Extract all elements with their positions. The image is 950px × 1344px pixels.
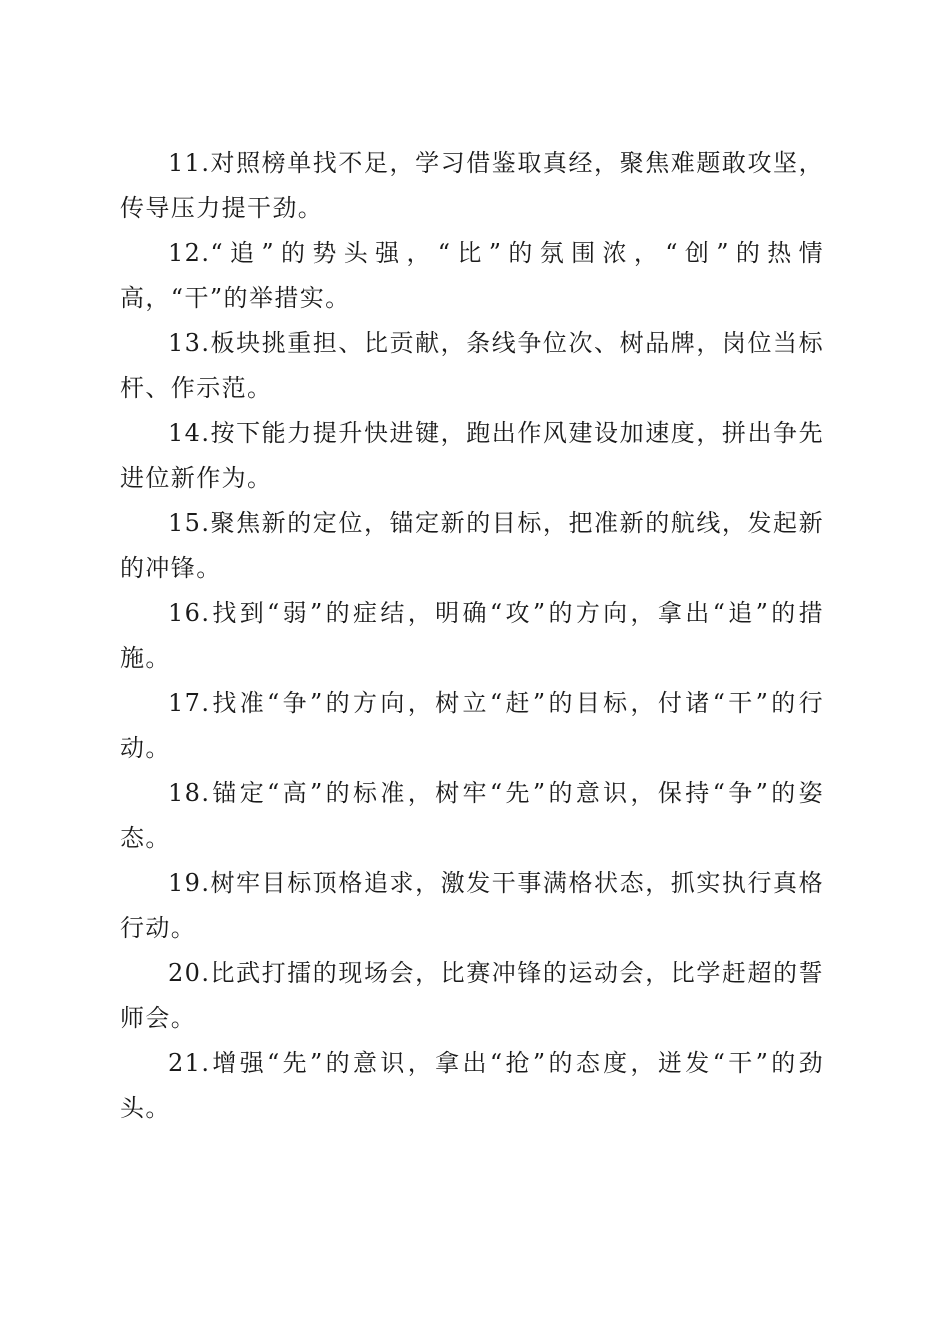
paragraph-14: 14.按下能力提升快进键，跑出作风建设加速度，拼出争先进位新作为。 [120, 419, 824, 492]
paragraph-20: 20.比武打擂的现场会，比赛冲锋的运动会，比学赶超的誓师会。 [120, 959, 824, 1032]
paragraph-21: 21.增强“先”的意识，拿出“抢”的态度，迸发“干”的劲头。 [120, 1049, 824, 1122]
paragraph-17: 17.找准“争”的方向，树立“赶”的目标，付诸“干”的行动。 [120, 689, 824, 762]
paragraph-18: 18.锚定“高”的标准，树牢“先”的意识，保持“争”的姿态。 [120, 779, 824, 852]
paragraph-12: 12.“追”的势头强，“比”的氛围浓，“创”的热情高，“干”的举措实。 [120, 239, 824, 312]
paragraph-16: 16.找到“弱”的症结，明确“攻”的方向，拿出“追”的措施。 [120, 599, 824, 672]
paragraph-11: 11.对照榜单找不足，学习借鉴取真经，聚焦难题敢攻坚，传导压力提干劲。 [120, 149, 824, 222]
paragraph-19: 19.树牢目标顶格追求，激发干事满格状态，抓实执行真格行动。 [120, 869, 824, 942]
paragraph-13: 13.板块挑重担、比贡献，条线争位次、树品牌，岗位当标杆、作示范。 [120, 329, 824, 402]
paragraph-15: 15.聚焦新的定位，锚定新的目标，把准新的航线，发起新的冲锋。 [120, 509, 824, 582]
document-body [120, 141, 824, 1131]
